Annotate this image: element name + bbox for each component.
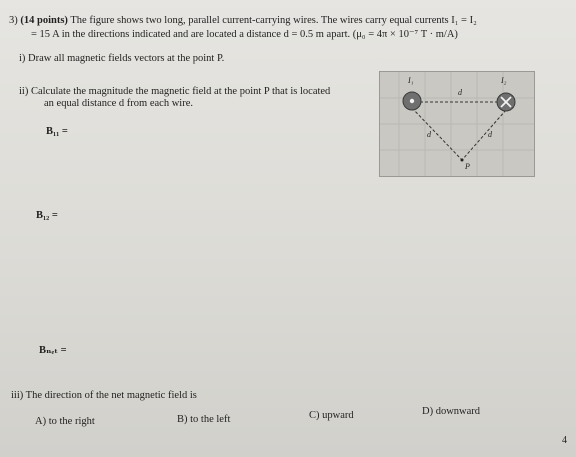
label-i1: I₁ <box>408 76 414 85</box>
label-p: P <box>465 162 470 171</box>
point-p-marker <box>461 159 464 162</box>
question-points: (14 points) <box>20 15 68 26</box>
question-stem-line1: The figure shows two long, parallel current-carrying wires. The wires carry equal currents I₁ = I₂ <box>70 15 477 26</box>
equation-b12: B₁₂ = <box>36 210 58 221</box>
label-d-right: d <box>488 130 492 139</box>
page-number: 4 <box>562 435 567 446</box>
label-d-top: d <box>458 88 462 97</box>
part-iii-prompt: iii) The direction of the net magnetic field is <box>11 390 197 401</box>
question-stem-line2: = 15 A in the directions indicated and are located a distance d = 0.5 m apart. (μ₀ = 4π × 10⁻⁷ T · m/A) <box>31 29 458 40</box>
wire-2-cross-icon <box>497 93 515 111</box>
choice-c[interactable]: C) upward <box>309 410 354 421</box>
question-number: 3) <box>9 15 18 26</box>
wires-diagram <box>380 72 534 176</box>
equation-bnet: Bₙₑₜ = <box>39 345 67 356</box>
choice-a[interactable]: A) to the right <box>35 416 95 427</box>
choice-d[interactable]: D) downward <box>422 406 481 417</box>
part-ii-line1: ii) Calculate the magnitude the magnetic field at the point P that is located <box>19 86 331 97</box>
distance-line-left <box>412 108 462 160</box>
part-ii-line2: an equal distance d from each wire. <box>44 98 193 109</box>
wires-figure <box>379 71 535 177</box>
wire-1-dot-icon <box>403 92 421 110</box>
part-i-text: i) Draw all magnetic fields vectors at the point P. <box>19 53 225 64</box>
label-i2: I₂ <box>501 76 507 85</box>
label-d-left: d <box>427 130 431 139</box>
choice-b[interactable]: B) to the left <box>177 414 231 425</box>
question-header <box>9 15 477 27</box>
distance-line-right <box>462 110 506 160</box>
equation-b11: B₁₁ = <box>46 126 68 137</box>
